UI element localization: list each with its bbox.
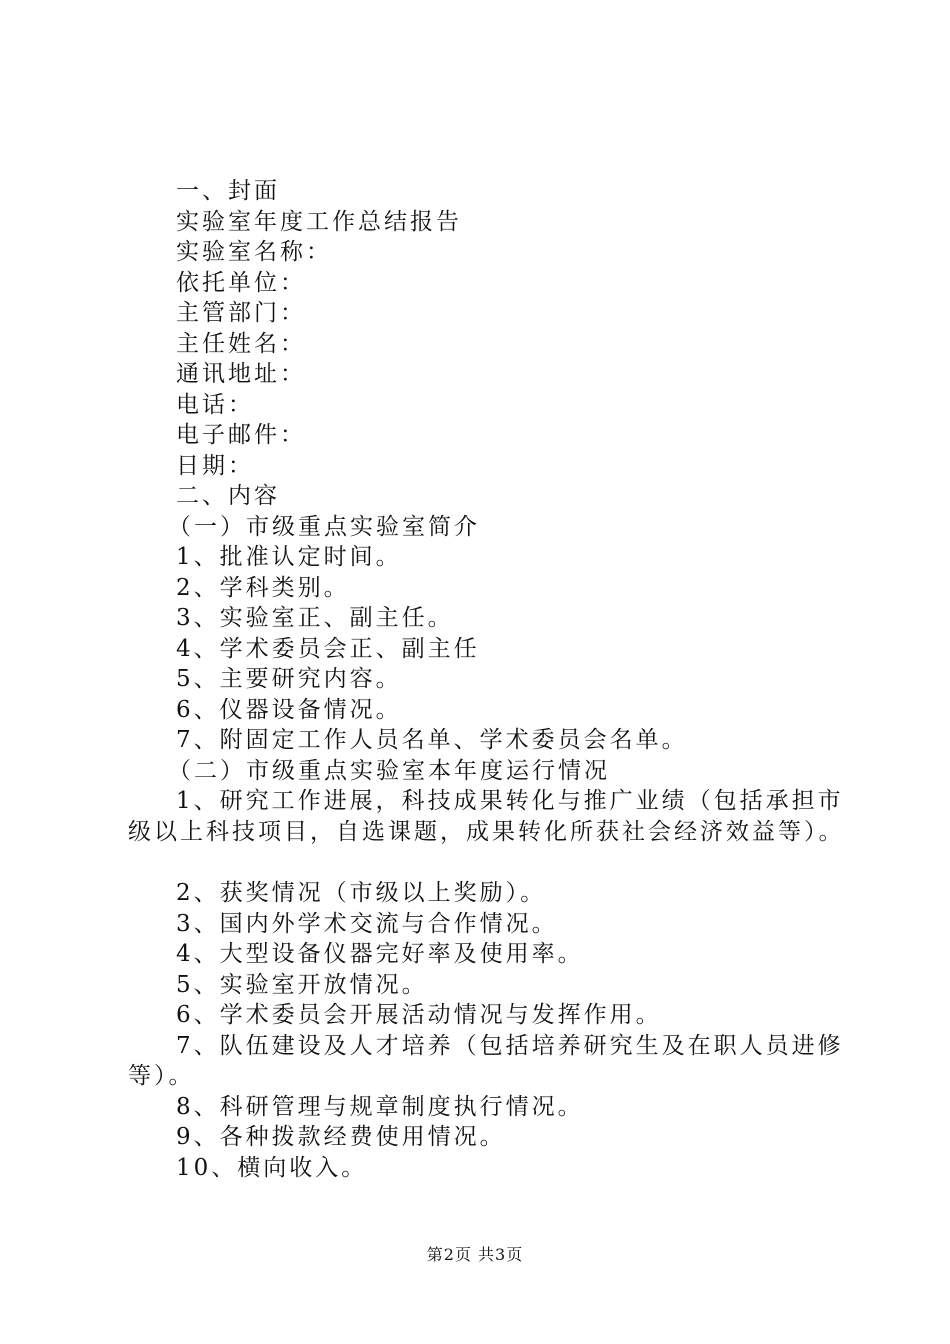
list-item: 2、获奖情况（市级以上奖励）。: [176, 880, 547, 906]
cover-line: 依托单位：: [176, 269, 306, 296]
list-item: 2、学科类别。: [176, 574, 350, 601]
cover-heading: 一、封面: [176, 178, 280, 204]
list-item: 10、横向收入。: [176, 1154, 368, 1181]
cover-line: 主管部门：: [176, 300, 306, 326]
list-item: 8、科研管理与规章制度执行情况。: [176, 1093, 584, 1120]
list-item: 5、主要研究内容。: [176, 666, 402, 692]
list-item: 7、附固定工作人员名单、学术委员会名单。: [176, 727, 688, 753]
list-item: 4、学术委员会正、副主任: [176, 635, 480, 662]
section-title: （二）市级重点实验室本年度运行情况: [168, 757, 610, 784]
document-body: [128, 176, 844, 1183]
list-item: 3、国内外学术交流与合作情况。: [176, 910, 558, 937]
list-item: 5、实验室开放情况。: [176, 971, 428, 998]
cover-line: 主任姓名：: [176, 330, 306, 357]
cover-line: 电话：: [176, 391, 254, 418]
list-item: 4、大型设备仪器完好率及使用率。: [176, 941, 584, 967]
list-item: 3、实验室正、副主任。: [176, 605, 454, 631]
list-item: 6、仪器设备情况。: [176, 696, 402, 723]
cover-line: 通讯地址：: [176, 361, 306, 387]
section-title: （一）市级重点实验室简介: [168, 513, 480, 540]
list-item: 9、各种拨款经费使用情况。: [176, 1124, 506, 1150]
content-heading: 二、内容: [176, 483, 280, 509]
cover-line: 电子邮件：: [176, 422, 306, 448]
cover-line: 实验室名称：: [176, 239, 332, 265]
list-item: 1、批准认定时间。: [176, 544, 402, 570]
cover-line: 实验室年度工作总结报告: [176, 208, 462, 235]
paragraph-spacer: [128, 847, 844, 878]
cover-line: 日期：: [176, 452, 254, 479]
list-item: 6、学术委员会开展活动情况与发挥作用。: [176, 1002, 662, 1028]
page-number-footer: 第2页 共3页: [426, 1245, 524, 1264]
list-item: 7、队伍建设及人才培养（包括培养研究生及在职人员进修: [176, 1032, 844, 1059]
list-item: 1、研究工作进展，科技成果转化与推广业绩（包括承担市: [176, 788, 844, 814]
list-item-continuation: 等）。: [128, 1063, 195, 1089]
list-item-continuation: 级以上科技项目，自选课题，成果转化所获社会经济效益等）。: [128, 818, 845, 845]
